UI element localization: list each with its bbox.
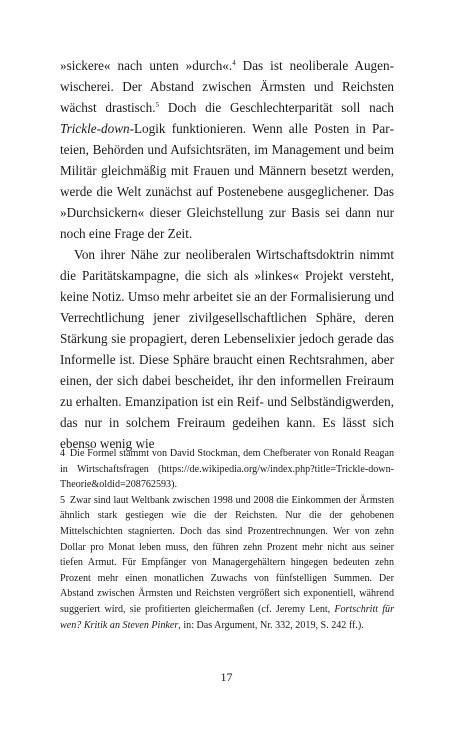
footnote-ref-4[interactable]: 4: [232, 59, 236, 67]
italic-term: Trickle-down: [60, 121, 130, 136]
text-run: »sickere« nach unten »durch«.: [60, 58, 233, 73]
page-number: 17: [220, 670, 233, 684]
footnote-number: 5: [60, 494, 66, 506]
footnote-5: [60, 493, 394, 633]
text-run: Das ist neoliberale Augenwischerei. Der Abstand zwischen Ärmsten und Reichsten wächst drastisch.: [60, 58, 394, 115]
footnote-ref-5[interactable]: 5: [155, 101, 160, 109]
paragraph-1: [60, 55, 394, 244]
footnote-4: [60, 446, 394, 493]
footnotes: [60, 446, 394, 633]
paragraph-2: Von ihrer Nähe zur neoliberalen Wirtschaftsdoktrin nimmt die Paritätskampagne, die sich als »linkes« Projekt versteht, keine Notiz. Umso mehr arbeitet sie an der Formalisierung und Verrechtlichung jener zivilgesellschaftlichen Sphäre, deren Stärkung sie propagiert, deren Lebenselixier jedoch gerade das Informelle ist. Diese Sphäre braucht einen Rechtsrahmen, aber einen, der sich dabei bescheidet, ihr den informellen Freiraum zu erhalten. Emanzipation ist ein Reif- und Selbständigwerden, das nur in solchem Freiraum gedeihen kann. Es lässt sich ebenso wenig wie: [60, 247, 394, 451]
footnote-text: Die Formel stammt von David Stockman, dem Chefberater von Ronald Reagan in Wirtschaftsfragen (https://de.wikipedia.org/w/index.php?title=Trickle-down-Theorie&oldid=208762593).: [60, 448, 394, 491]
book-title: Fortschritt für wen? Kritik an Steven Pinker: [60, 603, 394, 631]
footnote-text: Zwar sind laut Weltbank zwischen 1998 und 2008 die Einkommen der Ärmsten ähnlich stark gestiegen wie die der Reichsten. Nur die der gehobenen Mittelschichten stagnierten. Doch das sind Prozentrechnungen. Wer von zehn Dollar pro Monat leben muss, den führen zehn Prozent mehr nicht aus seiner tiefen Armut. Für Empfänger von Managergehältern hingegen bedeuten zehn Prozent mehr einen monatlichen Zuwachs von fünfstelligen Summen. Der Abstand zwischen Ärmsten und Reichsten vergrößert sich exponentiell, während suggeriert wird, sie profitierten gleichermaßen (cf. Jeremy Lent,: [60, 494, 395, 615]
text-run: Doch die Geschlechterparität soll nach: [159, 100, 394, 115]
main-text: [60, 55, 394, 454]
text-run: -Logik funktionieren. Wenn alle Posten in Parteien, Behörden und Aufsichtsräten, im Management und beim Militär gleichmäßig mit Frauen und Männern besetzt werden, werde die Welt zunächst auf Postenebene ausgeglichener. Das »Durchsickern« dieser Gleichstellung zur Basis sei dann nur noch eine Frage der Zeit.: [60, 121, 394, 241]
footnote-text-tail: , in: Das Argument, Nr. 332, 2019, S. 242 ff.).: [178, 619, 364, 631]
footnote-number: 4: [60, 448, 66, 459]
